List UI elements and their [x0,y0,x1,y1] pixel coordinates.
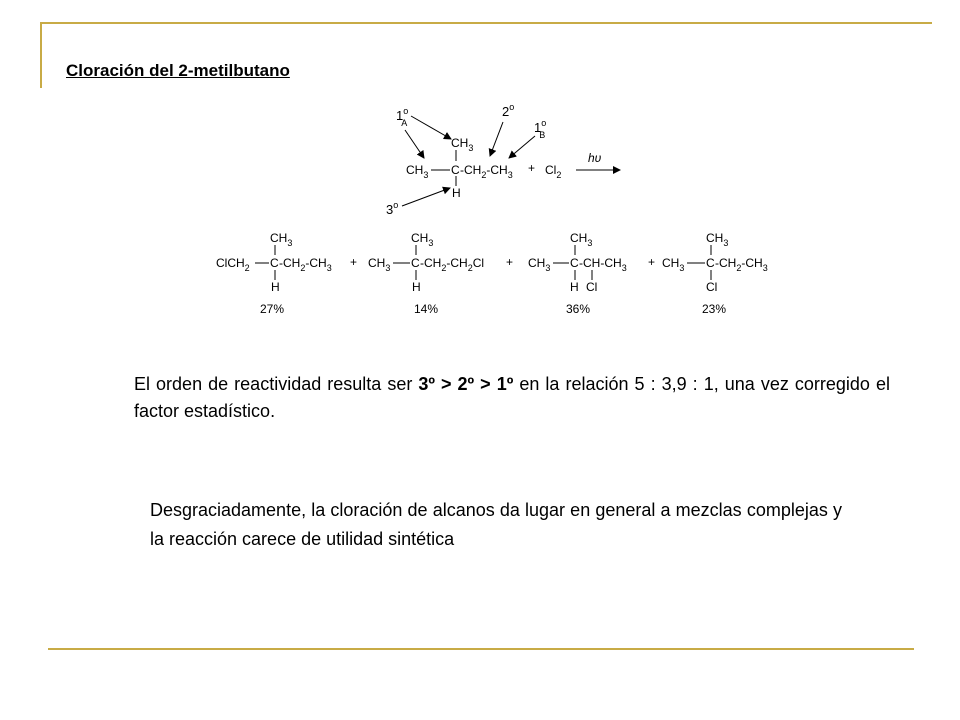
product-1 [216,231,332,316]
arrow-secondary [490,122,503,156]
svg-text:-CH-CH3: $-CH-CH_3$ [579,256,627,273]
products-plus-2: + [506,255,514,269]
svg-text:CH3: $CH_3$ [662,256,685,273]
svg-text:3o: 3$^o$ [386,200,399,217]
yield-product-3: 36% [566,302,591,316]
svg-text:C: C [411,256,420,270]
chlorination-scheme [200,96,810,324]
label-tertiary [386,200,398,217]
svg-text:-CH2-CH2Cl: $-CH_2-CH_2Cl$ [420,256,485,273]
svg-text:ClCH2: ClCH$_2$ [216,256,250,273]
svg-text:1oB: 1$^o$ B [534,118,547,140]
svg-text:CH3: $CH_3$ [368,256,391,273]
bottom-rule [48,648,914,650]
svg-text:CH3: $CH_3$ [451,136,474,153]
svg-text:CH3: $CH_3$ [570,231,593,248]
svg-text:C: C [270,256,279,270]
reaction-conditions: hυ [588,151,602,165]
arrow-primary-a-to-left [405,130,424,158]
yield-product-2: 14% [414,302,439,316]
reactivity-paragraph: El orden de reactividad resulta ser 3º > 2º > 1º en la relación 5 : 3,9 : 1, una vez corregido el factor estadístico. [134,374,890,421]
reactant-plus: + [528,161,536,175]
svg-text:CH3: $CH_3$ [528,256,551,273]
svg-text:-CH2-CH3: $-CH_2-CH_3$ [715,256,768,273]
arrow-primary-b [509,136,535,158]
label-secondary [502,102,514,119]
svg-text:H: H [570,280,579,294]
arrow-primary-a-to-branch [411,116,451,139]
svg-text:1oA: 1$^o$ A [396,106,409,128]
slide-title: Cloración del 2-metilbutano [66,61,290,80]
product-2 [368,231,484,316]
yield-product-1: 27% [260,302,285,316]
svg-text:H: H [271,280,280,294]
svg-text:CH3: $CH_3$ [406,163,429,180]
products-plus-3: + [648,255,656,269]
svg-text:CH3: $CH_3$ [706,231,729,248]
conclusion-paragraph: Desgraciadamente, la cloración de alcanos da lugar en general a mezclas complejas y la reacción carece de utilidad sintética [150,500,842,549]
products-plus-1: + [350,255,358,269]
top-rule [40,22,932,24]
yield-product-4: 23% [702,302,727,316]
svg-text:C: C [570,256,579,270]
svg-text:H: H [452,186,461,200]
svg-text:2o: 2$^o$ [502,102,515,119]
reactant-2-methylbutane [406,136,513,200]
product-3 [528,231,627,316]
label-primary-a [396,106,408,128]
svg-text:CH3: $CH_3$ [411,231,434,248]
svg-text:H: H [412,280,421,294]
svg-text:-CH2-CH3: $-CH_2-CH_3$ [460,163,513,180]
svg-text:C: C [706,256,715,270]
svg-text:CH3: $CH_3$ [270,231,293,248]
svg-text:-CH2-CH3: $-CH_2-CH_3$ [279,256,332,273]
arrow-tertiary [402,188,450,206]
svg-text:Cl: Cl [706,280,718,294]
left-rule [40,22,42,88]
product-4 [662,231,768,316]
label-primary-b [534,118,546,140]
reagent-chlorine: $Cl_2$ [545,163,562,180]
reactivity-order: 3º > 2º > 1º [418,374,514,394]
svg-text:C: C [451,163,460,177]
svg-text:Cl: Cl [586,280,598,294]
